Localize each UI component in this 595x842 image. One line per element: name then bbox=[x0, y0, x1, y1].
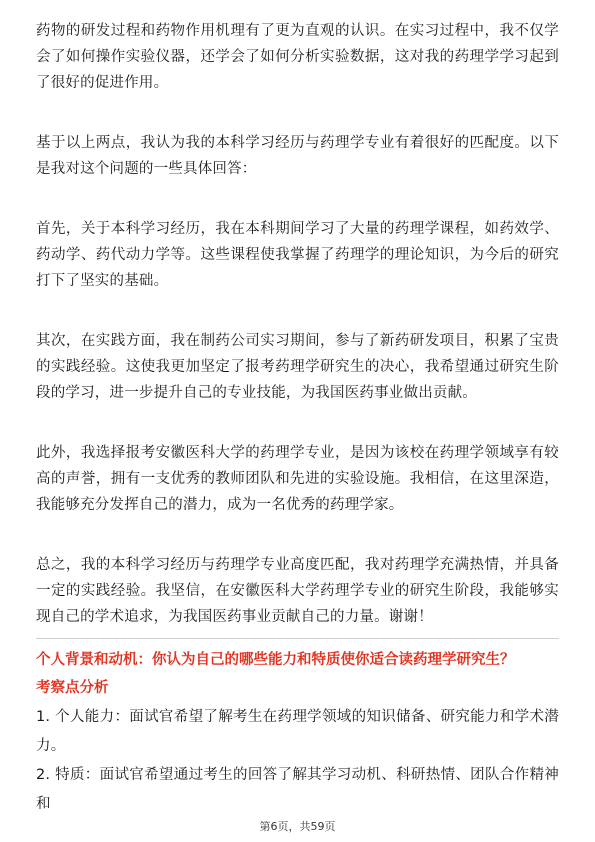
section-divider bbox=[36, 638, 559, 639]
section-title: 考察点分析 bbox=[36, 680, 109, 696]
body-paragraph: 药物的研发过程和药物作用机理有了更为直观的认识。在实习过程中，我不仅学会了如何操作实验仪器，还学会了如何分析实验数据，这对我的药理学学习起到了很好的促进作用。 bbox=[36, 23, 559, 91]
question-heading: 个人背景和动机：你认为自己的哪些能力和特质使你适合读药理学研究生？ bbox=[36, 652, 515, 668]
page-number: 第6页，共59页 bbox=[259, 820, 336, 833]
list-item: 2. 特质：面试官希望通过考生的回答了解其学习动机、科研热情、团队合作精神和 bbox=[36, 767, 559, 812]
body-paragraph: 首先，关于本科学习经历，我在本科期间学习了大量的药理学课程，如药效学、药动学、药代动力学等。这些课程使我掌握了药理学的理论知识，为今后的研究打下了坚实的基础。 bbox=[36, 221, 559, 289]
body-paragraph: 此外，我选择报考安徽医科大学的药理学专业，是因为该校在药理学领域享有较高的声誉，拥有一支优秀的教师团队和先进的实验设施。我相信，在这里深造，我能够充分发挥自己的潜力，成为一名优秀的药理学家。 bbox=[36, 445, 559, 513]
document-page bbox=[36, 18, 559, 819]
body-paragraph: 基于以上两点，我认为我的本科学习经历与药理学专业有着很好的匹配度。以下是我对这个问题的一些具体回答： bbox=[36, 135, 559, 177]
body-paragraph: 其次，在实践方面，我在制药公司实习期间，参与了新药研发项目，积累了宝贵的实践经验。这使我更加坚定了报考药理学研究生的决心，我希望通过研究生阶段的学习，进一步提升自己的专业技能，为我国医药事业做出贡献。 bbox=[36, 333, 559, 401]
body-paragraph: 总之，我的本科学习经历与药理学专业高度匹配，我对药理学充满热情，并具备一定的实践经验。我坚信，在安徽医科大学药理学专业的研究生阶段，我能够实现自己的学术追求，为我国医药事业贡献自己的力量。谢谢！ bbox=[36, 557, 559, 625]
list-item: 1. 个人能力：面试官希望了解考生在药理学领域的知识储备、研究能力和学术潜力。 bbox=[36, 709, 559, 754]
